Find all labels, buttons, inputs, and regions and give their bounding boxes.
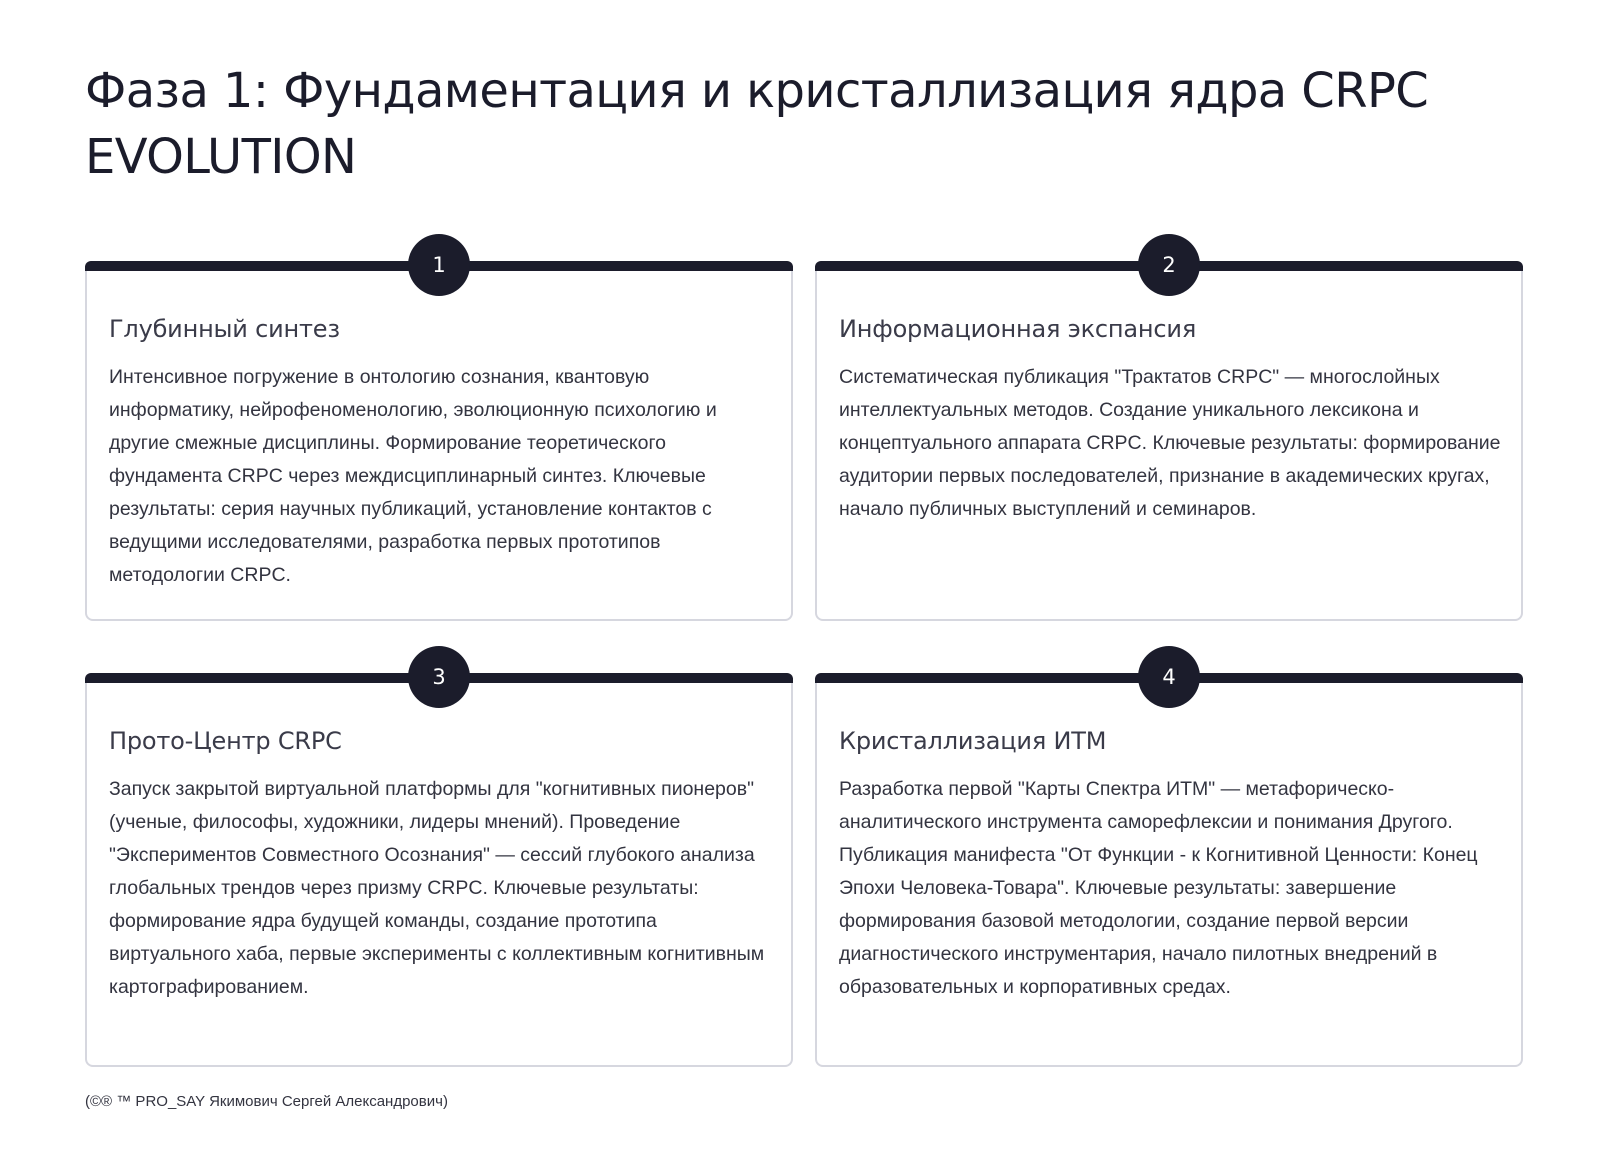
phase-card-4 [815, 665, 1523, 1067]
card-title: Глубинный синтез [109, 315, 340, 343]
copyright-footer: (©® ™ PRO_SAY Якимович Сергей Александрович) [85, 1093, 448, 1110]
card-title: Информационная экспансия [839, 315, 1197, 343]
card-description: Запуск закрытой виртуальной платформы для "когнитивных пионеров" (ученые, философы, художники, лидеры мнений). Проведение "Экспериментов Совместного Осознания" — сессий глубокого анализа глобальных трендов через призму CRPC. Ключевые результаты: формирование ядра будущей команды, создание прототипа виртуального хаба, первые эксперименты с коллективным когнитивным картографированием. [109, 778, 765, 998]
phase-card-1 [85, 253, 793, 621]
phase-card-3 [85, 665, 793, 1067]
card-description: Разработка первой "Карты Спектра ИТМ" — метафорическо-аналитического инструмента саморефлексии и понимания Другого. Публикация манифеста "От Функции - к Когнитивной Ценности: Конец Эпохи Человека-Товара". Ключевые результаты: завершение формирования базовой методологии, создание первой версии диагностического инструментария, начало пилотных внедрений в образовательных и корпоративных средах. [839, 778, 1478, 998]
card-number-badge: 2 [1138, 234, 1200, 296]
card-title: Прото-Центр CRPC [109, 727, 342, 755]
card-description: Интенсивное погружение в онтологию сознания, квантовую информатику, нейрофеноменологию, эволюционную психологию и другие смежные дисциплины. Формирование теоретического фундамента CRPC через междисциплинарный синтез. Ключевые результаты: серия научных публикаций, установление контактов с ведущими исследователями, разработка первых прототипов методологии CRPC. [109, 366, 717, 586]
card-description: Систематическая публикация "Трактатов CRPC" — многослойных интеллектуальных методов. Создание уникального лексикона и концептуального аппарата CRPC. Ключевые результаты: формирование аудитории первых последователей, признание в академических кругах, начало публичных выступлений и семинаров. [839, 366, 1501, 520]
card-title: Кристаллизация ИТМ [839, 727, 1107, 755]
page-title: Фаза 1: Фундаментация и кристаллизация ядра CRPC EVOLUTION [85, 63, 1429, 185]
phase-card-2 [815, 253, 1523, 621]
card-number-badge: 1 [408, 234, 470, 296]
card-number-badge: 4 [1138, 646, 1200, 708]
card-number-badge: 3 [408, 646, 470, 708]
